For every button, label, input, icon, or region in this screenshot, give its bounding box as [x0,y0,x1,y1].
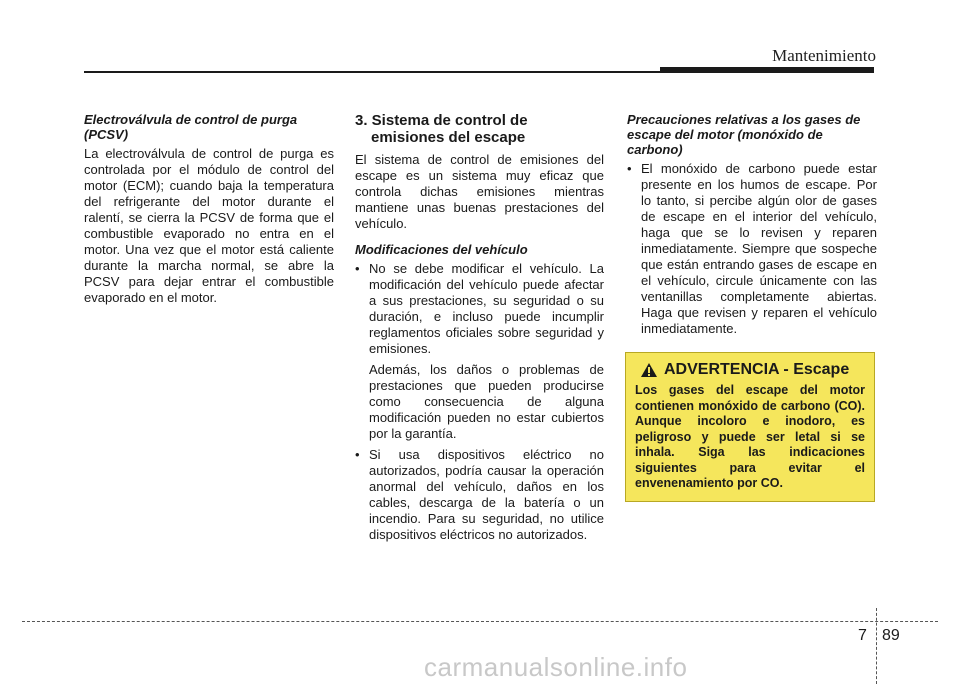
watermark: carmanualsonline.info [424,652,688,682]
column-middle [355,112,604,548]
section-heading: 3. Sistema de control de emisiones del escape [355,112,528,146]
chapter-number: 7 [858,627,867,644]
page-number: 89 [882,627,900,644]
footer-rule [22,621,938,622]
list-item [627,161,877,337]
list-item [355,447,604,543]
warning-header [635,361,865,379]
column-right [627,112,877,342]
header-title: Mantenimiento [772,46,876,65]
pcsv-heading: Electroválvula de control de purga (PCSV) [84,112,298,142]
warning-triangle-icon [640,362,658,378]
warning-text: Los gases del escape del motor contienen monóxido de carbono (CO). Aunque incoloro e inodoro, es peligroso y puede ser letal si se inhala. Siga las indicaciones siguientes para evitar el envenenamiento por CO. [635,383,865,490]
footer-divider [876,608,877,684]
co-heading: Precauciones relativas a los gases de escape del motor (monóxido de carbono) [627,112,861,157]
list-item-text: El monóxido de carbono puede estar presente en los humos de escape. Por lo tanto, si percibe algún olor de gases de escape en el interior del vehículo, haga que se lo revisen y reparen inmediatamente. Siempre que sospeche que están entrando gases de escape en el vehículo, circule únicamente con las ventanillas completamente abiertas. Haga que revisen y reparen el vehículo inmediatamente. [641,161,877,336]
list-item-text: Si usa dispositivos eléctrico no autorizados, podría causar la operación anormal del vehículo, daños en los cables, descarga de la batería o un incendio. Para su seguridad, no utilice dispositivos eléctricos no autorizados. [369,447,604,542]
list-item [355,261,604,357]
modifications-heading: Modificaciones del vehículo [355,242,528,257]
bullet-dot: • [627,161,632,176]
column-left [84,112,334,316]
header-bar [660,67,874,73]
emissions-intro: El sistema de control de emisiones del escape es un sistema muy eficaz que controla dichas emisiones mientras mantiene unas buenas prestaciones del vehículo. [355,152,604,231]
list-item-continuation: Además, los daños o problemas de prestaciones que pueden producirse como consecuencia de alguna modificación pueden no estar cubiertos por la garantía. [369,362,604,441]
bullet-dot: • [355,447,360,462]
pcsv-paragraph: La electroválvula de control de purga es controlada por el módulo de control del motor (ECM); cuando baja la temperatura del refrigerante del motor durante el ralentí, se cierra la PCSV de forma que el combustible evaporado no entra en el motor. Una vez que el motor está caliente durante la marcha normal, se abre la PCSV para dejar entrar el combustible evaporado en el motor. [84,146,334,305]
bullet-dot: • [355,261,360,276]
list-item-text: No se debe modificar el vehículo. La modificación del vehículo puede afectar a sus prestaciones, su seguridad o su duración, e incluso puede incumplir reglamentos oficiales sobre seguridad y emisiones. [369,261,604,356]
warning-title: ADVERTENCIA - Escape [664,361,850,378]
warning-box [625,352,875,502]
